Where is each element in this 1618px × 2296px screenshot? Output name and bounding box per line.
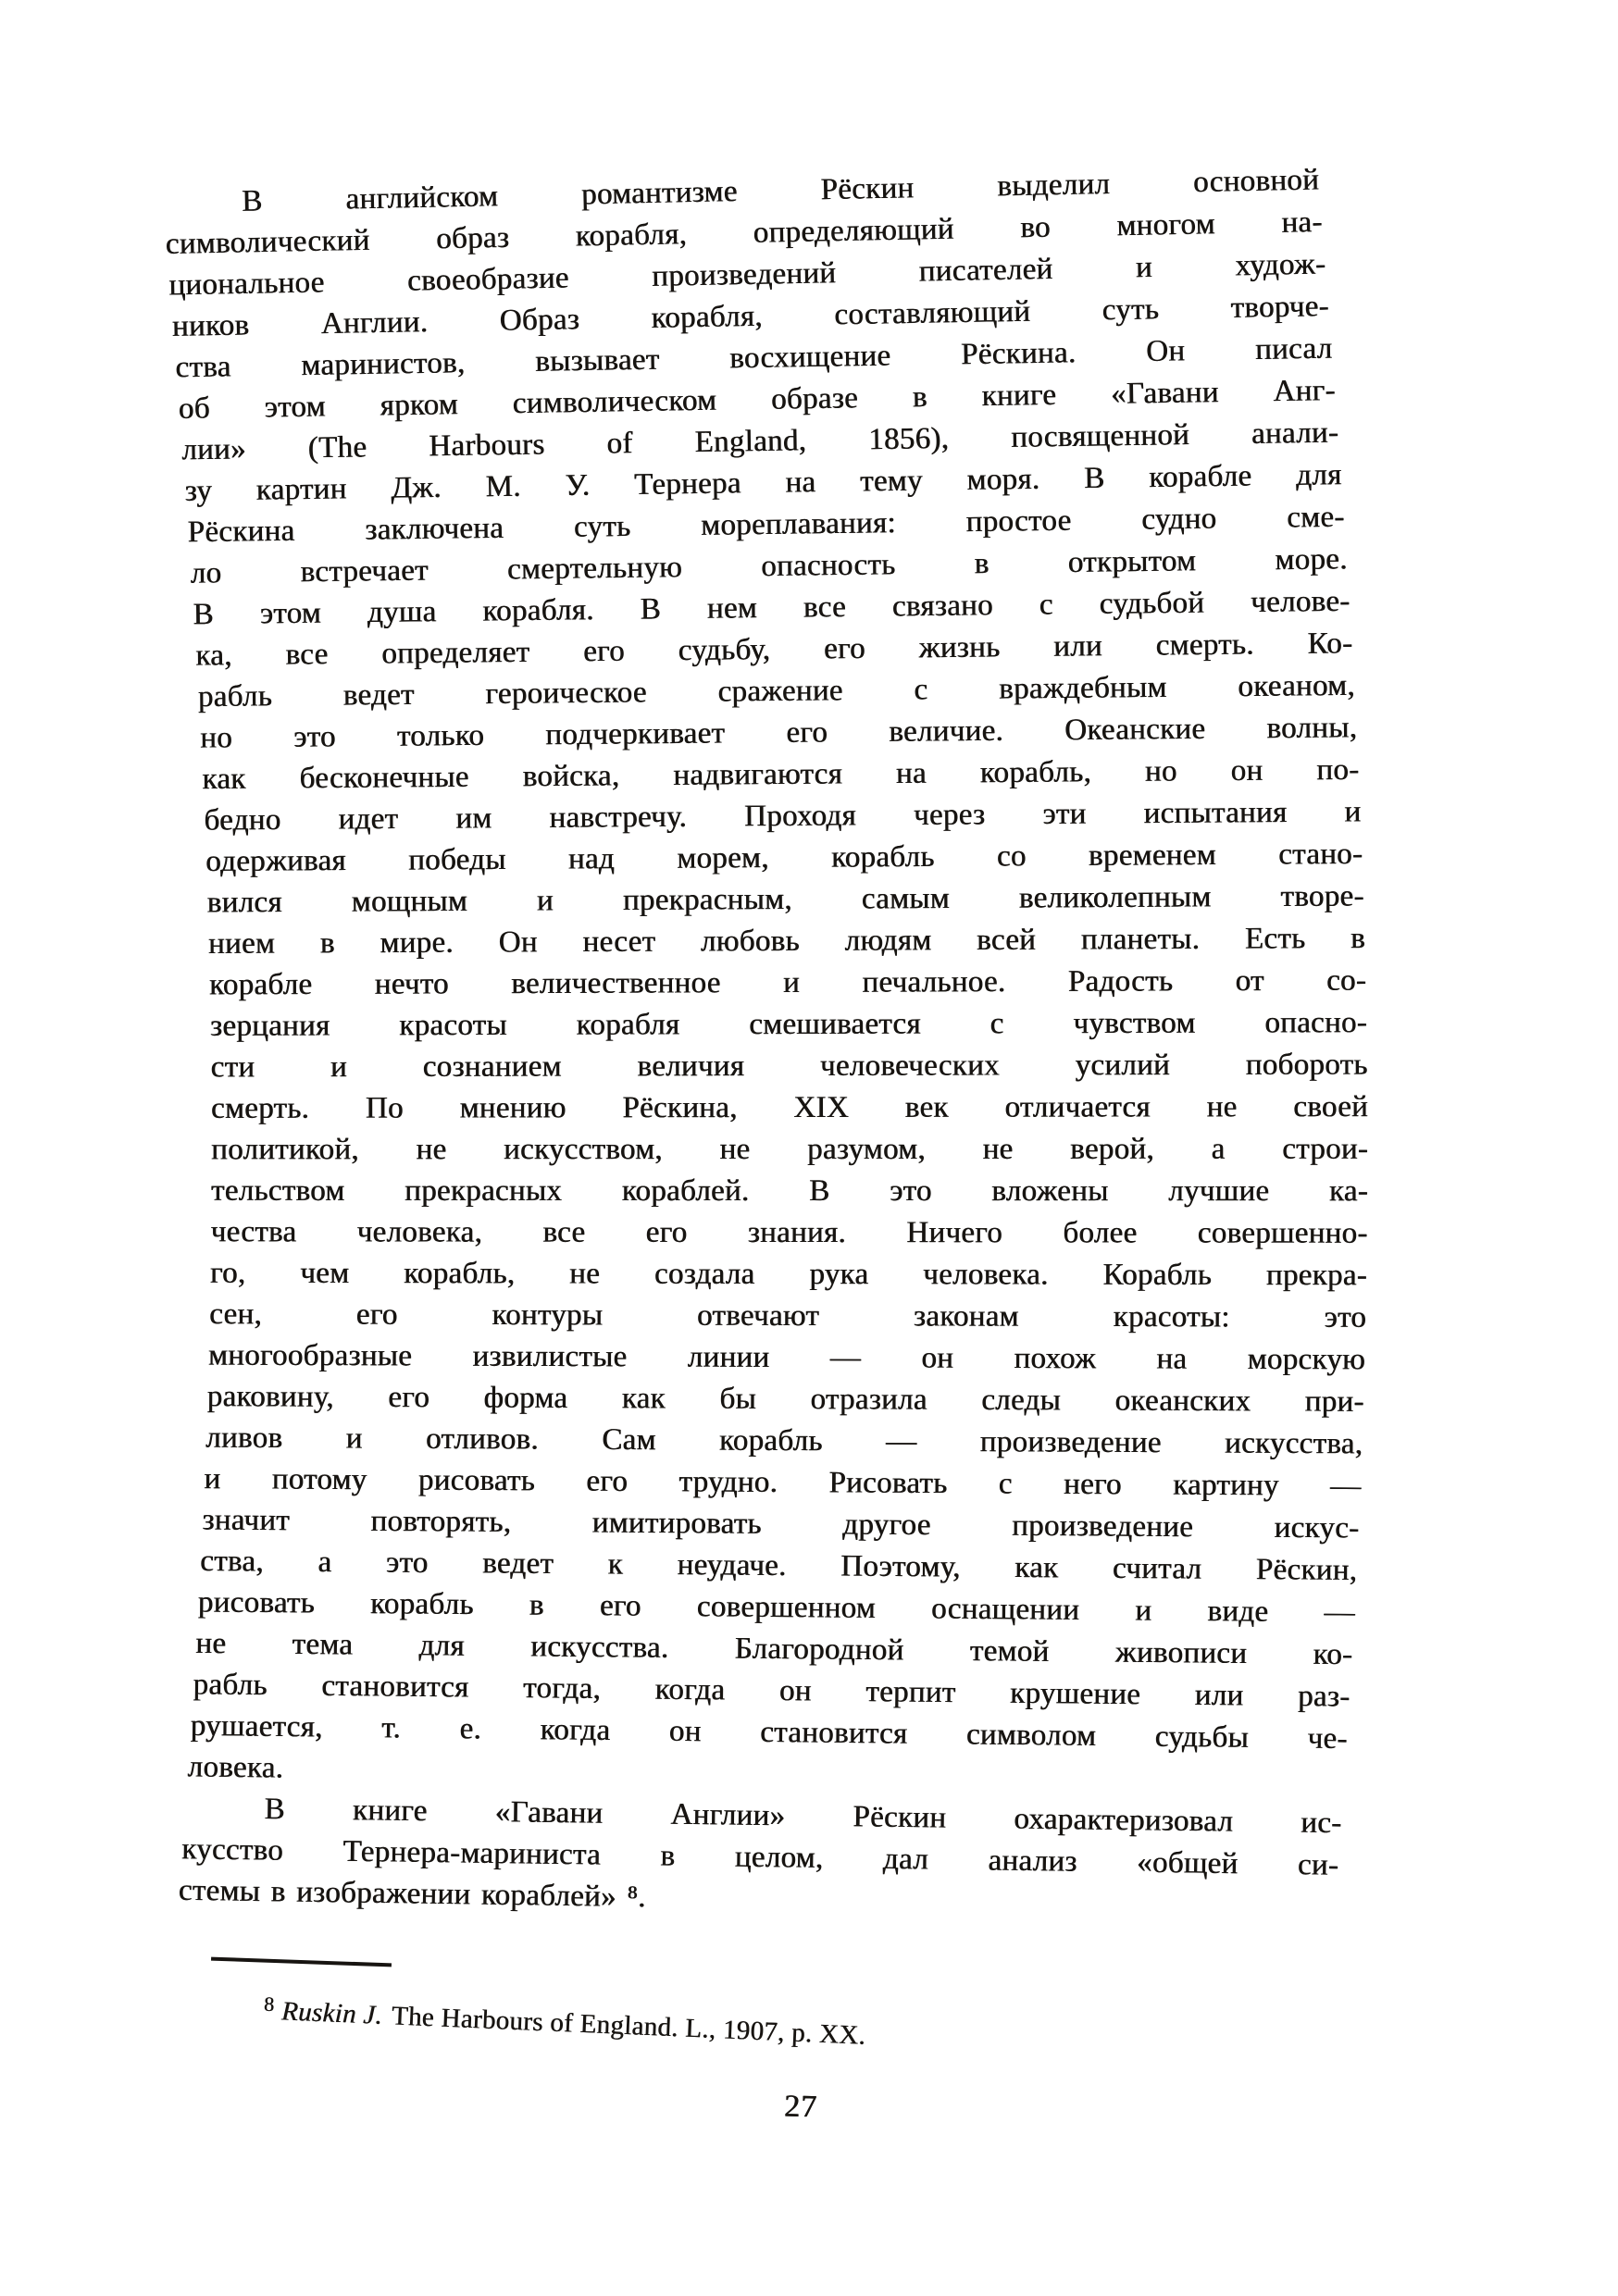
footnote: [183, 1982, 1165, 2066]
text-line: рабль ведет героическое сражение с враждебным океаном,: [197, 668, 1355, 714]
paragraph: [165, 163, 1369, 1795]
text-line: значит повторять, имитировать другое произведение искус-: [202, 1503, 1360, 1545]
text-line: лии» (The Harbours of England, 1856), посвященной анали-: [180, 416, 1339, 467]
text-line: В книге «Гавани Англии» Рёскин охарактеризовал ис-: [264, 1792, 1342, 1841]
page-number: 27: [783, 2089, 818, 2125]
text-line: го, чем корабль, не создала рука человека. Корабль прекра-: [209, 1256, 1367, 1293]
text-line: ливов и отливов. Сам корабль — произведение искусства,: [205, 1421, 1363, 1461]
text-line: одерживая победы над морем, корабль со временем стано-: [205, 837, 1363, 879]
text-line: ников Англии. Образ корабля, составляющий суть творче-: [171, 290, 1330, 343]
text-line: зу картин Дж. М. У. Тернера на тему моря. В корабле для: [184, 458, 1342, 508]
text-line: В английском романтизме Рёскин выделил основной: [241, 163, 1320, 218]
text-line: не тема для искусства. Благородной темой живописи ко-: [195, 1626, 1353, 1672]
body-text: [165, 163, 1369, 1920]
footnote-author: Ruskin J.: [280, 1996, 383, 2030]
text-line: В этом душа корабля. В нем все связано с судьбой челове-: [193, 584, 1350, 632]
text-line: рисовать корабль в его совершенном оснащении и виде —: [197, 1585, 1355, 1630]
footnote-divider: [211, 1957, 392, 1967]
text-line: политикой, не искусством, не разумом, не верой, а строи-: [210, 1132, 1369, 1167]
text-line: ло встречает смертельную опасность в открытом море.: [190, 542, 1348, 590]
text-line: ства, а это ведет к неудаче. Поэтому, как считал Рёскин,: [199, 1544, 1358, 1588]
text-line: вился мощным и прекрасным, самым великолепным творе-: [206, 879, 1364, 920]
text-line: сти и сознанием величия человеческих усилий побороть: [210, 1048, 1368, 1085]
paragraph: [178, 1792, 1342, 1920]
text-line: ка, все определяет его судьбу, его жизнь или смерть. Ко-: [195, 627, 1353, 673]
text-line: нием в мире. Он несет любовь людям всей планеты. Есть в: [207, 922, 1365, 961]
text-line: как бесконечные войска, надвигаются на корабль, но он по-: [202, 752, 1360, 797]
text-line: многообразные извилистые линии — он похож на морскую: [207, 1338, 1365, 1377]
text-line: ловека.: [187, 1750, 284, 1785]
text-line: но это только подчеркивает его величие. Океанские волны,: [199, 711, 1358, 755]
text-line: кусство Тернера-мариниста в целом, дал анализ «общей си-: [180, 1832, 1339, 1882]
text-line: корабле нечто величественное и печальное. Радость от со-: [208, 963, 1367, 1002]
text-line: бедно идет им навстречу. Проходя через эти испытания и: [204, 795, 1362, 838]
text-line: раковину, его форма как бы отразила следы океанских при-: [206, 1380, 1364, 1419]
text-line: стемы в изображении кораблей» ⁸.: [178, 1873, 646, 1915]
text-line: смерть. По мнению Рёскина, XIX век отличается не своей: [210, 1090, 1368, 1125]
text-line: и потому рисовать его трудно. Рисовать с него картину —: [204, 1462, 1362, 1503]
footnote-marker: 8: [263, 1992, 275, 2017]
text-line: Рёскина заключена суть мореплавания: простое судно сме-: [187, 500, 1345, 550]
text-line: зерцания красоты корабля смешивается с чувством опасно-: [209, 1006, 1367, 1043]
text-line: чества человека, все его знания. Ничего более совершенно-: [210, 1215, 1368, 1250]
text-line: рушается, т. е. когда он становится символом судьбы че-: [190, 1708, 1348, 1756]
text-line: символический образ корабля, определяющий во многом на-: [165, 205, 1323, 261]
text-line: циональное своеобразие произведений писателей и худож-: [168, 247, 1326, 303]
text-line: ства маринистов, вызывает восхищение Рёскина. Он писал: [175, 331, 1333, 385]
text-line: тельством прекрасных кораблей. В это вложены лучшие ка-: [210, 1173, 1368, 1209]
text-line: рабль становится тогда, когда он терпит крушение или раз-: [193, 1668, 1350, 1714]
text-line: сен, его контуры отвечают законам красоты: это: [208, 1297, 1367, 1334]
footnote-text: The Harbours of England. L., 1907, p. XX.: [391, 2001, 866, 2051]
text-line: об этом ярком символическом образе в книге «Гавани Анг-: [178, 374, 1336, 426]
